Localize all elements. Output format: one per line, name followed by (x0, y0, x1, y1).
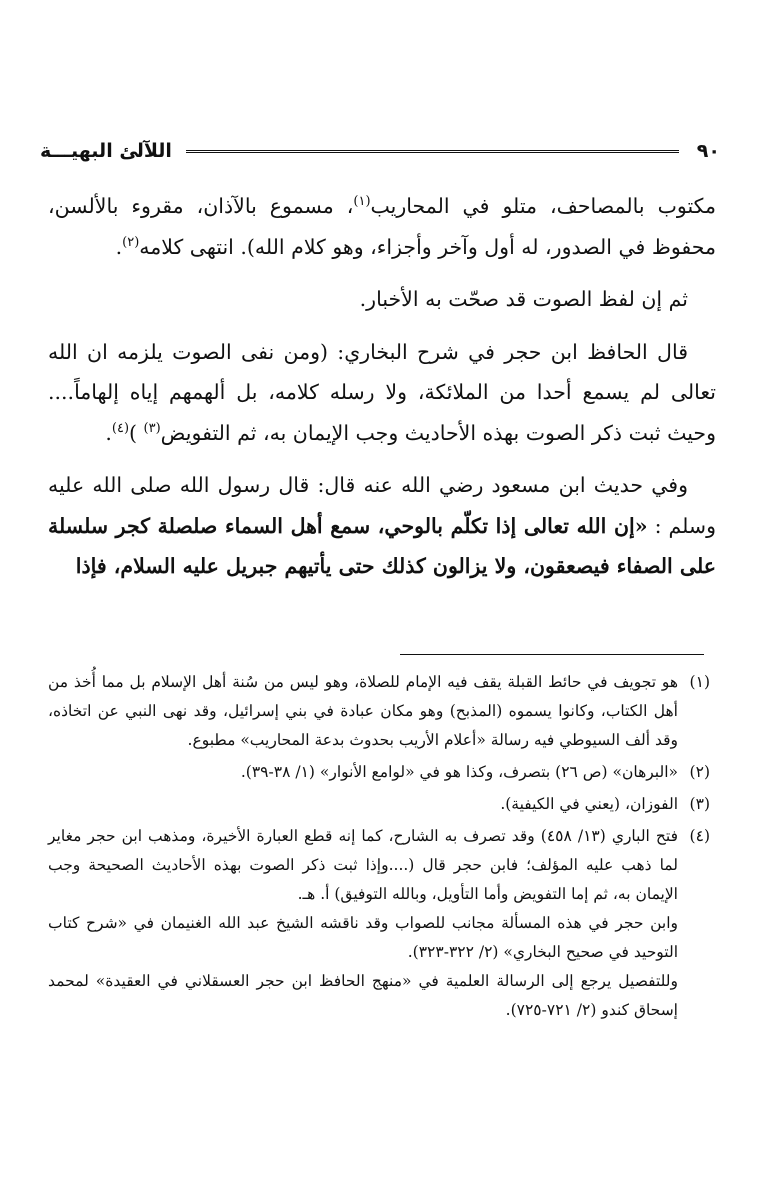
footnote-number: (١) (689, 673, 710, 691)
paragraph-4 (48, 465, 716, 587)
footnote-text: هو تجويف في حائط القبلة يقف فيه الإمام للصلاة، وهو ليس من سُنة أهل الإسلام بل مما أُخذ من أهل الكتاب، وكانوا يسموه (المذبح) وهو مكان عبادة في بني إسرائيل، وقد نهى النبي عن اتخاذه، وقد ألف السيوطي فيه رسالة «أعلام الأريب بحدوث بدعة المحاريب» مطبوع. (48, 673, 678, 749)
paragraph-1-text-a: مكتوب بالمصاحف، متلو في المحاريب (370, 194, 716, 218)
hadith-quote: «إن الله تعالى إذا تكلّم بالوحي، سمع أهل السماء صلصلة كجر سلسلة على الصفاء فيصعقون، ولا يزالون كذلك حتى يأتيهم جبريل عليه السلام، فإذا (48, 513, 716, 578)
footnote-number: (٣) (689, 795, 710, 813)
footnote-ref-2: (٢) (122, 234, 140, 250)
footnote-text: وللتفصيل يرجع إلى الرسالة العلمية في «منهج الحافظ ابن حجر العسقلاني في العقيدة» لمحمد إسحاق كندو (٢/ ٧٢١-٧٢٥). (48, 972, 678, 1019)
page-number: ٩٠ (696, 140, 720, 162)
header-rule (186, 150, 679, 153)
footnote-body (48, 758, 678, 787)
page-header (40, 136, 720, 166)
footnote-ref-4: (٤) (111, 420, 130, 436)
paragraph-3-text-a: قال الحافظ ابن حجر في شرح البخاري: (ومن نفى الصوت يلزمه ان الله تعالى لم يسمع أحدا من الملائكة، ولا رسله كلامه، بل ألهمهم إياه إلهاماً.... وحيث ثبت ذكر الصوت بهذه الأحاديث وجب الإيمان به، ثم التفويض (48, 339, 716, 445)
footnote-text: «البرهان» (ص ٢٦) بتصرف، وكذا هو في «لوامع الأنوار» (١/ ٣٨-٣٩). (240, 763, 678, 781)
running-title: اللآلئ البهيـــة (40, 140, 172, 162)
footnote-4 (48, 822, 710, 1025)
main-text (48, 186, 716, 587)
footnote-2 (48, 758, 710, 787)
paragraph-3-text-c: . (105, 420, 112, 445)
paragraph-1-text-c: . (115, 234, 123, 259)
paragraph-1-text-b: ، مسموع بالآذان، مقروء بالألسن، محفوظ في الصدور، له أول وآخر وأجزاء، وهو كلام الله). انتهى كلامه (48, 194, 716, 259)
footnote-divider (400, 654, 704, 655)
footnote-text: فتح الباري (١٣/ ٤٥٨) وقد تصرف به الشارح، كما إنه قطع العبارة الأخيرة، ومذهب ابن حجر مغاير لما ذهب عليه المؤلف؛ فابن حجر قال (....وإذا ثبت ذكر الصوت بهذه الأحاديث الصحيحة وجب الإيمان به، ثم إما التفويض وأما التأويل، وبالله التوفيق) أ. هـ. (48, 827, 678, 903)
footnote-1 (48, 668, 710, 755)
paragraph-1 (48, 186, 716, 267)
paragraph-3 (48, 332, 716, 454)
footnote-ref-3: (٣) (143, 420, 161, 436)
footnote-ref-1: (١) (353, 194, 371, 210)
footnote-body (48, 668, 678, 755)
footnote-3 (48, 790, 710, 819)
footnote-body (48, 790, 678, 819)
paragraph-4-text: وفي حديث ابن مسعود رضي الله عنه قال: قال رسول الله صلى الله عليه وسلم : (48, 473, 716, 538)
footnote-text: الفوزان، (يعني في الكيفية). (500, 795, 678, 813)
footnote-text: وابن حجر في هذه المسألة مجانب للصواب وقد ناقشه الشيخ عبد الله الغنيمان في «شرح كتاب التوحيد في صحيح البخاري» (٢/ ٣٢٢-٣٢٣). (48, 914, 678, 961)
paragraph-2: ثم إن لفظ الصوت قد صحّت به الأخبار. (359, 287, 688, 311)
footnotes (48, 668, 710, 1025)
footnote-number: (٤) (689, 827, 710, 845)
paragraph-3-text-b: ) (129, 420, 144, 445)
footnote-body (48, 822, 678, 1025)
footnote-number: (٢) (689, 763, 710, 781)
